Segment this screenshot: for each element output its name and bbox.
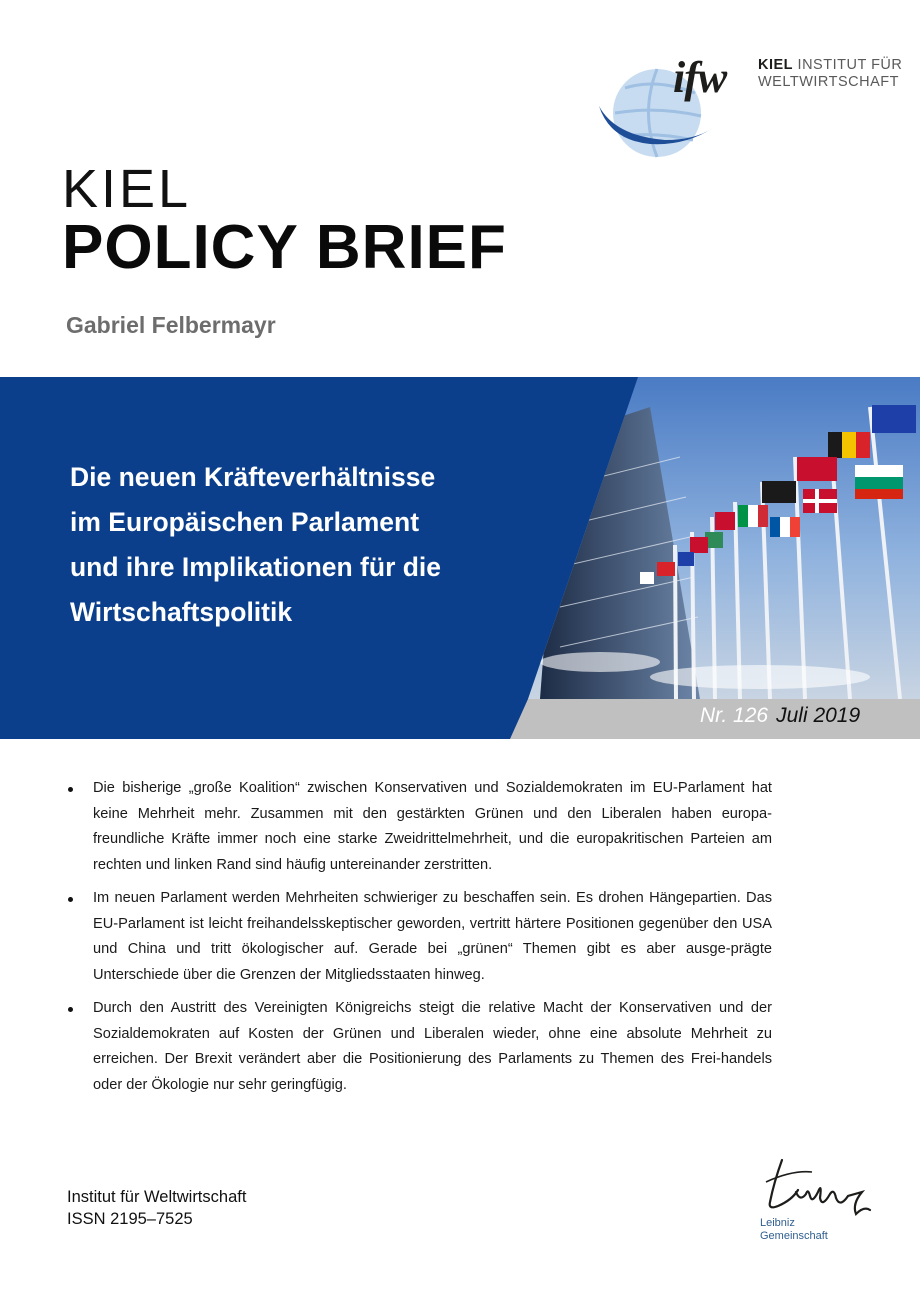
bullet-icon xyxy=(68,897,73,902)
summary-list xyxy=(66,776,772,1106)
logo-name-line1: KIEL INSTITUT FÜR xyxy=(758,57,903,73)
brief-title xyxy=(70,455,560,635)
series-title-kiel: KIEL xyxy=(62,159,192,219)
list-item: Im neuen Parlament werden Mehrheiten schwieriger zu beschaffen sein. Es drohen Hängepartien. Das EU-Parlament ist leicht freihandelsskeptischer geworden, vertritt härtere Positionen gegenüber den USA und China und tritt ökologischer auf. Gerade bei „grünen“ Themen gibt es aber ausge-prägte Unterschiede über die Grenzen der Mitgliedsstaaten hinweg. xyxy=(66,886,772,988)
leibniz-label: Leibniz xyxy=(760,1217,795,1229)
list-item: Die bisherige „große Koalition“ zwischen Konservativen und Sozialdemokraten im EU-Parlament hat keine Mehrheit mehr. Zusammen mit den gestärkten Grünen und den Liberalen haben europa-freundliche Kräfte immer noch eine starke Zweidrittelmehrheit, und die europakritischen Parteien am rechten und linken Rand sind häufig untereinander zerstritten. xyxy=(66,776,772,878)
institute-name: Institut für Weltwirtschaft xyxy=(67,1188,247,1206)
issue-date: Juli 2019 xyxy=(776,704,861,727)
issn: ISSN 2195–7525 xyxy=(67,1210,193,1228)
series-title-policy-brief: POLICY BRIEF xyxy=(62,213,507,282)
ifw-logo xyxy=(595,48,905,163)
leibniz-label-2: Gemeinschaft xyxy=(760,1230,828,1242)
title-line: Wirtschaftspolitik xyxy=(70,597,293,627)
author-name: Gabriel Felbermayr xyxy=(66,312,276,338)
issue-number: Nr. 126 xyxy=(700,704,769,727)
logo-mark: ifw xyxy=(673,53,727,102)
bullet-icon xyxy=(68,1007,73,1012)
issue-info xyxy=(700,704,860,728)
title-line: im Europäischen Parlament xyxy=(70,507,420,537)
title-line: Die neuen Kräfteverhältnisse xyxy=(70,462,436,492)
leibniz-signature-icon xyxy=(752,1152,882,1222)
leibniz-logo xyxy=(752,1152,882,1252)
list-item: Durch den Austritt des Vereinigten Königreichs steigt die relative Macht der Konservativen und der Sozialdemokraten auf Kosten der Grünen und Liberalen wieder, ohne eine absolute Mehrheit zu erreichen. Der Brexit verändert aber die Positionierung des Parlaments zu Themen des Frei-handels oder der Ökologie nur sehr geringfügig. xyxy=(66,996,772,1098)
bullet-icon xyxy=(68,787,73,792)
footer-publisher xyxy=(67,1186,246,1230)
title-line: und ihre Implikationen für die xyxy=(70,552,442,582)
logo-name-line2: WELTWIRTSCHAFT xyxy=(758,74,899,90)
